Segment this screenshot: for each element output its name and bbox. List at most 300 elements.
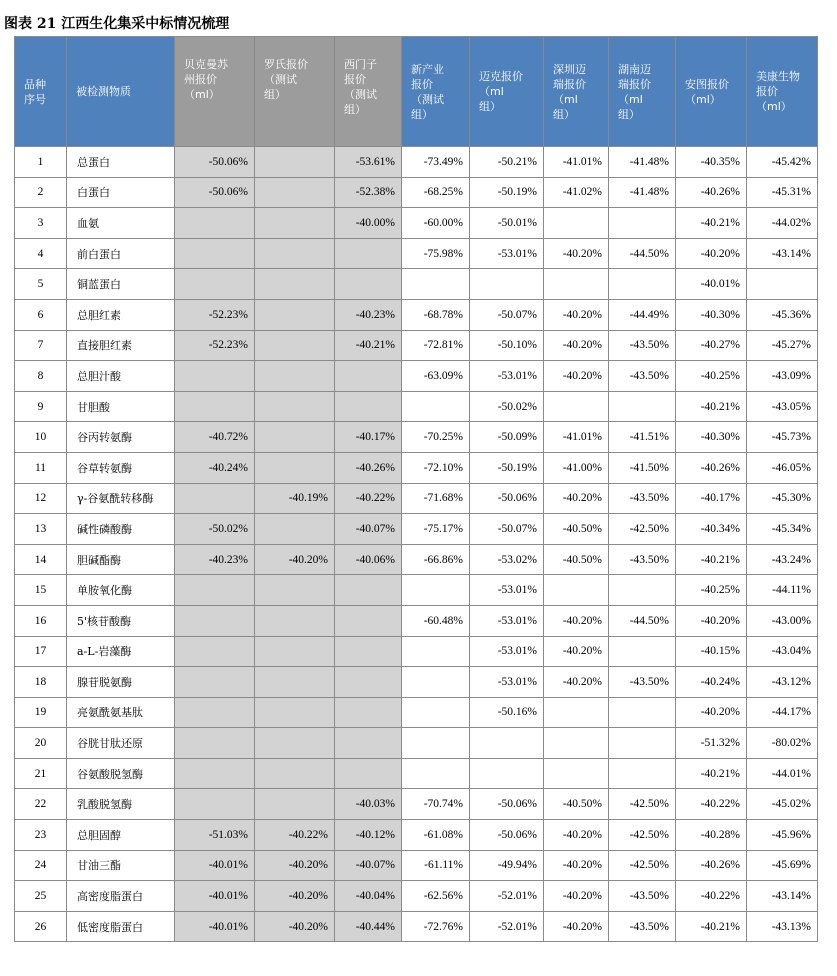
cell-autobio: -51.32% [676,728,747,759]
cell-mindray_sz [544,758,609,789]
cell-idx: 6 [15,299,67,330]
cell-meikang: -45.34% [747,514,818,545]
table-row [15,881,818,912]
cell-name: 谷丙转氨酶 [67,422,175,453]
cell-mindray_hn: -43.50% [609,911,676,942]
cell-mindray_hn: -41.48% [609,177,676,208]
cell-mindray_sz: -41.02% [544,177,609,208]
cell-mindray_hn: -42.50% [609,514,676,545]
cell-autobio: -40.21% [676,911,747,942]
cell-mindray_sz [544,208,609,239]
cell-name: 亮氨酰氨基肽 [67,697,175,728]
cell-idx: 1 [15,147,67,178]
header-siemens: 西门子 报价 （测试 组） [335,37,402,147]
cell-autobio: -40.21% [676,544,747,575]
cell-siemens: -40.22% [335,483,402,514]
cell-siemens: -40.12% [335,820,402,851]
cell-beckman: -40.01% [175,850,255,881]
cell-meikang: -43.04% [747,636,818,667]
cell-name: 碱性磷酸酶 [67,514,175,545]
cell-idx: 4 [15,238,67,269]
cell-roche [255,667,335,698]
cell-maccura: -53.01% [470,238,544,269]
cell-idx: 10 [15,422,67,453]
cell-beckman [175,575,255,606]
cell-beckman [175,391,255,422]
table-row [15,697,818,728]
cell-roche: -40.20% [255,850,335,881]
table-row [15,911,818,942]
cell-siemens: -40.07% [335,850,402,881]
cell-siemens: -40.06% [335,544,402,575]
cell-meikang: -43.24% [747,544,818,575]
cell-maccura: -53.01% [470,361,544,392]
cell-autobio: -40.21% [676,758,747,789]
cell-autobio: -40.26% [676,850,747,881]
cell-maccura: -50.06% [470,789,544,820]
cell-maccura: -53.01% [470,667,544,698]
cell-name: 单胺氧化酶 [67,575,175,606]
cell-maccura: -49.94% [470,850,544,881]
cell-mindray_sz: -41.00% [544,452,609,483]
header-mindray-shenzhen: 深圳迈 瑞报价 （ml 组） [544,37,609,147]
table-row [15,850,818,881]
cell-snibe: -60.48% [402,605,470,636]
cell-name: 血氨 [67,208,175,239]
cell-mindray_sz: -41.01% [544,422,609,453]
table-row [15,330,818,361]
cell-maccura: -53.01% [470,575,544,606]
cell-autobio: -40.27% [676,330,747,361]
cell-maccura: -53.01% [470,605,544,636]
cell-snibe: -68.78% [402,299,470,330]
table-row [15,544,818,575]
table-row [15,391,818,422]
cell-autobio: -40.28% [676,820,747,851]
cell-snibe [402,636,470,667]
cell-roche [255,299,335,330]
cell-mindray_hn [609,728,676,759]
cell-siemens: -40.23% [335,299,402,330]
cell-roche [255,147,335,178]
cell-meikang: -45.96% [747,820,818,851]
table-row [15,667,818,698]
cell-idx: 5 [15,269,67,300]
cell-beckman [175,605,255,636]
cell-idx: 25 [15,881,67,912]
cell-maccura: -52.01% [470,911,544,942]
table-row [15,299,818,330]
table-row [15,147,818,178]
cell-roche [255,238,335,269]
cell-beckman: -50.06% [175,147,255,178]
cell-snibe [402,728,470,759]
cell-autobio: -40.30% [676,422,747,453]
cell-mindray_hn [609,636,676,667]
cell-roche [255,361,335,392]
cell-name: 直接胆红素 [67,330,175,361]
cell-maccura: -53.02% [470,544,544,575]
cell-mindray_sz: -40.20% [544,820,609,851]
table-body [15,147,818,942]
cell-maccura [470,269,544,300]
cell-beckman: -40.01% [175,911,255,942]
cell-roche: -40.20% [255,911,335,942]
cell-meikang: -45.31% [747,177,818,208]
cell-beckman: -40.72% [175,422,255,453]
cell-autobio: -40.20% [676,697,747,728]
cell-meikang: -43.14% [747,238,818,269]
cell-siemens [335,238,402,269]
table-row [15,758,818,789]
cell-idx: 7 [15,330,67,361]
cell-mindray_hn [609,208,676,239]
cell-mindray_sz [544,269,609,300]
cell-snibe [402,575,470,606]
header-snibe: 新产业 报价 （测试 组） [402,37,470,147]
cell-mindray_sz [544,728,609,759]
cell-mindray_hn [609,391,676,422]
cell-beckman: -40.23% [175,544,255,575]
cell-maccura: -50.19% [470,452,544,483]
cell-meikang: -46.05% [747,452,818,483]
cell-meikang: -45.42% [747,147,818,178]
cell-idx: 23 [15,820,67,851]
cell-roche [255,789,335,820]
cell-autobio: -40.17% [676,483,747,514]
cell-roche [255,697,335,728]
cell-snibe: -72.81% [402,330,470,361]
cell-mindray_hn: -41.50% [609,452,676,483]
header-beckman: 贝克曼苏 州报价 （ml） [175,37,255,147]
cell-name: 谷胱甘肽还原 [67,728,175,759]
table-row [15,514,818,545]
cell-mindray_hn: -42.50% [609,789,676,820]
cell-siemens [335,361,402,392]
cell-name: 甘油三酯 [67,850,175,881]
cell-siemens [335,758,402,789]
cell-autobio: -40.24% [676,667,747,698]
cell-maccura: -50.19% [470,177,544,208]
cell-autobio: -40.22% [676,881,747,912]
cell-siemens: -40.26% [335,452,402,483]
cell-snibe: -71.68% [402,483,470,514]
cell-idx: 17 [15,636,67,667]
cell-mindray_hn: -42.50% [609,820,676,851]
header-autobio: 安图报价 （ml） [676,37,747,147]
cell-maccura [470,728,544,759]
cell-siemens [335,728,402,759]
cell-name: 谷氨酸脱氢酶 [67,758,175,789]
cell-name: 高密度脂蛋白 [67,881,175,912]
cell-siemens: -40.04% [335,881,402,912]
cell-siemens [335,667,402,698]
header-maccura: 迈克报价 （ml 组） [470,37,544,147]
cell-name: 总胆固醇 [67,820,175,851]
cell-meikang: -43.14% [747,881,818,912]
cell-name: 白蛋白 [67,177,175,208]
cell-maccura: -50.16% [470,697,544,728]
cell-siemens [335,636,402,667]
header-index: 品种 序号 [15,37,67,147]
cell-beckman [175,483,255,514]
cell-idx: 20 [15,728,67,759]
header-meikang: 美康生物 报价 （ml） [747,37,818,147]
cell-snibe [402,269,470,300]
cell-beckman [175,361,255,392]
cell-idx: 24 [15,850,67,881]
cell-mindray_sz: -40.20% [544,330,609,361]
cell-beckman: -52.23% [175,299,255,330]
cell-snibe: -75.17% [402,514,470,545]
bid-results-table [14,36,818,942]
cell-mindray_sz [544,391,609,422]
cell-maccura: -50.07% [470,514,544,545]
cell-idx: 15 [15,575,67,606]
cell-meikang: -43.00% [747,605,818,636]
cell-meikang: -44.11% [747,575,818,606]
cell-roche [255,514,335,545]
header-row [15,37,818,147]
cell-autobio: -40.34% [676,514,747,545]
cell-autobio: -40.22% [676,789,747,820]
cell-name: 总蛋白 [67,147,175,178]
cell-autobio: -40.21% [676,391,747,422]
cell-roche [255,177,335,208]
cell-siemens: -40.07% [335,514,402,545]
cell-name: 总胆汁酸 [67,361,175,392]
table-row [15,483,818,514]
cell-autobio: -40.25% [676,361,747,392]
cell-autobio: -40.26% [676,177,747,208]
cell-name: 前白蛋白 [67,238,175,269]
cell-mindray_hn: -43.50% [609,361,676,392]
table-row [15,789,818,820]
cell-siemens: -40.00% [335,208,402,239]
cell-siemens: -40.44% [335,911,402,942]
table-row [15,820,818,851]
table-row [15,269,818,300]
cell-maccura [470,758,544,789]
cell-autobio: -40.20% [676,238,747,269]
cell-idx: 3 [15,208,67,239]
cell-autobio: -40.26% [676,452,747,483]
cell-snibe: -72.76% [402,911,470,942]
cell-name: 低密度脂蛋白 [67,911,175,942]
cell-beckman: -50.06% [175,177,255,208]
cell-maccura: -50.06% [470,820,544,851]
cell-snibe: -66.86% [402,544,470,575]
cell-idx: 16 [15,605,67,636]
cell-beckman: -40.24% [175,452,255,483]
cell-beckman: -52.23% [175,330,255,361]
cell-siemens [335,697,402,728]
cell-mindray_sz: -40.20% [544,361,609,392]
cell-name: γ-谷氨酰转移酶 [67,483,175,514]
cell-mindray_hn: -42.50% [609,850,676,881]
cell-mindray_hn: -41.51% [609,422,676,453]
cell-meikang: -45.69% [747,850,818,881]
cell-snibe: -61.11% [402,850,470,881]
cell-snibe: -75.98% [402,238,470,269]
cell-roche: -40.19% [255,483,335,514]
table-row [15,636,818,667]
cell-mindray_sz: -40.20% [544,881,609,912]
cell-idx: 22 [15,789,67,820]
cell-beckman [175,208,255,239]
cell-snibe: -61.08% [402,820,470,851]
cell-idx: 12 [15,483,67,514]
header-substance: 被检测物质 [67,37,175,147]
cell-mindray_hn: -41.48% [609,147,676,178]
cell-mindray_sz [544,697,609,728]
cell-mindray_sz: -41.01% [544,147,609,178]
cell-meikang: -43.05% [747,391,818,422]
cell-meikang: -45.30% [747,483,818,514]
header-mindray-hunan: 湖南迈 瑞报价 （ml 组） [609,37,676,147]
cell-snibe: -68.25% [402,177,470,208]
cell-maccura: -50.02% [470,391,544,422]
cell-maccura: -50.09% [470,422,544,453]
cell-roche [255,208,335,239]
cell-roche: -40.22% [255,820,335,851]
cell-meikang: -45.73% [747,422,818,453]
cell-mindray_hn: -43.50% [609,330,676,361]
cell-meikang [747,269,818,300]
cell-snibe: -60.00% [402,208,470,239]
cell-beckman: -40.01% [175,881,255,912]
cell-roche [255,391,335,422]
cell-mindray_hn [609,269,676,300]
cell-roche [255,422,335,453]
cell-snibe [402,391,470,422]
cell-siemens: -40.17% [335,422,402,453]
cell-mindray_hn [609,697,676,728]
table-row [15,605,818,636]
cell-snibe [402,758,470,789]
cell-siemens: -40.21% [335,330,402,361]
cell-mindray_hn [609,575,676,606]
cell-roche [255,452,335,483]
cell-snibe: -70.25% [402,422,470,453]
cell-meikang: -44.02% [747,208,818,239]
cell-roche: -40.20% [255,544,335,575]
cell-maccura: -52.01% [470,881,544,912]
cell-mindray_hn: -43.50% [609,544,676,575]
cell-beckman [175,238,255,269]
cell-mindray_sz: -40.20% [544,911,609,942]
cell-mindray_hn: -43.50% [609,881,676,912]
cell-mindray_hn [609,758,676,789]
table-row [15,728,818,759]
cell-snibe: -63.09% [402,361,470,392]
cell-snibe: -72.10% [402,452,470,483]
cell-idx: 26 [15,911,67,942]
cell-mindray_sz: -40.20% [544,483,609,514]
cell-name: 腺苷脱氨酶 [67,667,175,698]
cell-mindray_sz: -40.50% [544,789,609,820]
cell-beckman: -51.03% [175,820,255,851]
cell-roche: -40.20% [255,881,335,912]
cell-snibe: -70.74% [402,789,470,820]
cell-siemens [335,391,402,422]
cell-autobio: -40.35% [676,147,747,178]
cell-idx: 21 [15,758,67,789]
cell-idx: 9 [15,391,67,422]
cell-beckman [175,697,255,728]
table-row [15,238,818,269]
cell-roche [255,728,335,759]
cell-beckman [175,269,255,300]
cell-maccura: -50.21% [470,147,544,178]
cell-meikang: -45.27% [747,330,818,361]
table-row [15,208,818,239]
cell-maccura: -53.01% [470,636,544,667]
cell-mindray_sz: -40.20% [544,636,609,667]
table-row [15,422,818,453]
cell-meikang: -43.13% [747,911,818,942]
cell-mindray_sz: -40.20% [544,238,609,269]
cell-snibe: -62.56% [402,881,470,912]
cell-autobio: -40.30% [676,299,747,330]
table-row [15,575,818,606]
cell-beckman [175,667,255,698]
cell-maccura: -50.10% [470,330,544,361]
cell-maccura: -50.01% [470,208,544,239]
cell-meikang: -80.02% [747,728,818,759]
cell-mindray_sz: -40.20% [544,605,609,636]
cell-snibe: -73.49% [402,147,470,178]
table-row [15,177,818,208]
cell-autobio: -40.20% [676,605,747,636]
cell-idx: 8 [15,361,67,392]
cell-mindray_hn: -44.50% [609,605,676,636]
cell-idx: 18 [15,667,67,698]
cell-roche [255,330,335,361]
cell-beckman [175,758,255,789]
cell-name: 乳酸脱氢酶 [67,789,175,820]
cell-meikang: -44.01% [747,758,818,789]
cell-roche [255,269,335,300]
cell-mindray_hn: -43.50% [609,483,676,514]
cell-roche [255,758,335,789]
cell-maccura: -50.06% [470,483,544,514]
cell-name: a-L-岩藻酶 [67,636,175,667]
cell-mindray_hn: -43.50% [609,667,676,698]
cell-beckman [175,728,255,759]
cell-autobio: -40.15% [676,636,747,667]
cell-name: 胆碱酯酶 [67,544,175,575]
cell-beckman [175,789,255,820]
figure-title: 图表 21 江西生化集采中标情况梳理 [4,16,230,32]
cell-autobio: -40.25% [676,575,747,606]
cell-mindray_sz [544,575,609,606]
cell-autobio: -40.21% [676,208,747,239]
cell-mindray_hn: -44.49% [609,299,676,330]
table-row [15,361,818,392]
cell-mindray_sz: -40.20% [544,850,609,881]
cell-siemens: -40.03% [335,789,402,820]
cell-roche [255,636,335,667]
cell-snibe [402,697,470,728]
cell-mindray_hn: -44.50% [609,238,676,269]
cell-meikang: -43.12% [747,667,818,698]
cell-mindray_sz: -40.20% [544,667,609,698]
cell-roche [255,575,335,606]
cell-name: 甘胆酸 [67,391,175,422]
cell-roche [255,605,335,636]
cell-siemens: -52.38% [335,177,402,208]
